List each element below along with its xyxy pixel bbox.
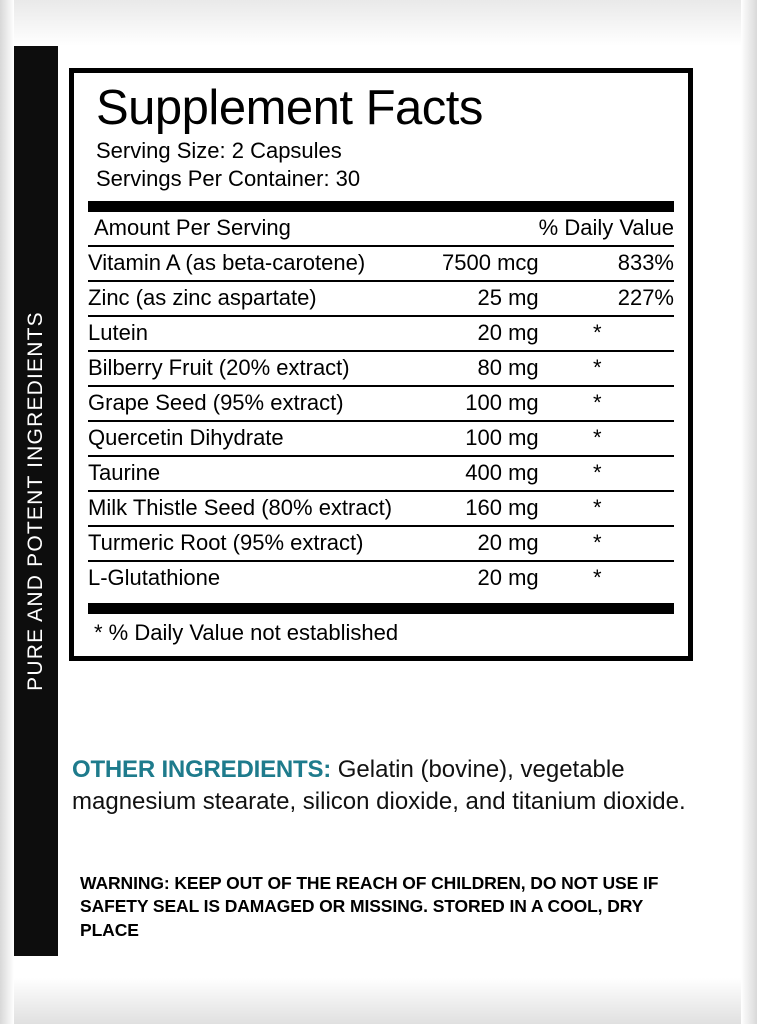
other-ingredients <box>72 754 700 818</box>
serving-size: Serving Size: 2 Capsules <box>96 137 342 163</box>
nutrient-name: Grape Seed (95% extract) <box>88 386 430 421</box>
divider-thick-bottom <box>88 603 674 614</box>
table-row <box>88 456 674 491</box>
nutrient-name: Turmeric Root (95% extract) <box>88 526 430 561</box>
supplement-facts-panel <box>69 68 693 661</box>
header-daily-value: % Daily Value <box>539 212 674 246</box>
nutrient-dv: * <box>593 565 602 591</box>
nutrient-amount: 100 mg <box>430 421 539 456</box>
nutrient-name: Taurine <box>88 456 430 491</box>
table-row <box>88 281 674 316</box>
supplement-facts-title: Supplement Facts <box>96 81 483 135</box>
table-row <box>88 421 674 456</box>
nutrient-dv: * <box>539 491 674 526</box>
nutrient-dv: * <box>539 456 674 491</box>
nutrient-dv: 227% <box>539 281 674 316</box>
servings-per-container: Servings Per Container: 30 <box>96 166 361 192</box>
other-ingredients-text: Gelatin (bovine), vegetable magnesium stearate, silicon dioxide, and titanium dioxide. <box>72 756 686 815</box>
nutrient-dv: * <box>539 421 674 456</box>
nutrient-amount: 7500 mcg <box>430 246 539 281</box>
nutrient-name: Zinc (as zinc aspartate) <box>88 281 430 316</box>
nutrient-amount: 80 mg <box>430 351 539 386</box>
nutrient-amount: 160 mg <box>430 491 539 526</box>
nutrient-dv: * <box>539 386 674 421</box>
nutrient-amount: 400 mg <box>430 456 539 491</box>
supplement-facts-table <box>88 212 674 595</box>
nutrient-dv: * <box>539 316 674 351</box>
nutrient-amount: 20 mg <box>430 316 539 351</box>
nutrient-name: Milk Thistle Seed (80% extract) <box>88 491 430 526</box>
table-row <box>88 316 674 351</box>
nutrient-amount: 25 mg <box>430 281 539 316</box>
side-panel-text: PURE AND POTENT INGREDIENTS <box>24 311 47 691</box>
table-row <box>88 491 674 526</box>
nutrient-amount: 20 mg <box>477 565 539 591</box>
divider-thick-top <box>88 201 674 212</box>
nutrient-dv: * <box>539 526 674 561</box>
warning-text: WARNING: KEEP OUT OF THE REACH OF CHILDREN, DO NOT USE IF SAFETY SEAL IS DAMAGED OR MISSING. STORED IN A COOL, DRY PLACE <box>80 873 659 940</box>
nutrient-name: Vitamin A (as beta-carotene) <box>88 246 430 281</box>
nutrient-dv: * <box>539 351 674 386</box>
table-row <box>88 351 674 386</box>
label-content <box>58 46 742 956</box>
nutrient-name: L-Glutathione <box>88 565 221 591</box>
nutrient-dv: 833% <box>539 246 674 281</box>
table-row <box>88 246 674 281</box>
header-amount-per-serving: Amount Per Serving <box>88 212 430 246</box>
nutrient-name: Quercetin Dihydrate <box>88 421 430 456</box>
table-header-row <box>88 212 674 246</box>
nutrient-name: Bilberry Fruit (20% extract) <box>88 351 430 386</box>
daily-value-footnote: * % Daily Value not established <box>94 620 399 646</box>
table-row <box>88 386 674 421</box>
nutrient-name: Lutein <box>88 316 430 351</box>
nutrient-amount: 100 mg <box>430 386 539 421</box>
table-row <box>88 561 674 595</box>
header-spacer <box>430 212 539 246</box>
other-ingredients-label: OTHER INGREDIENTS: <box>72 756 332 783</box>
side-panel <box>14 46 58 956</box>
nutrient-amount: 20 mg <box>430 526 539 561</box>
table-row <box>88 526 674 561</box>
